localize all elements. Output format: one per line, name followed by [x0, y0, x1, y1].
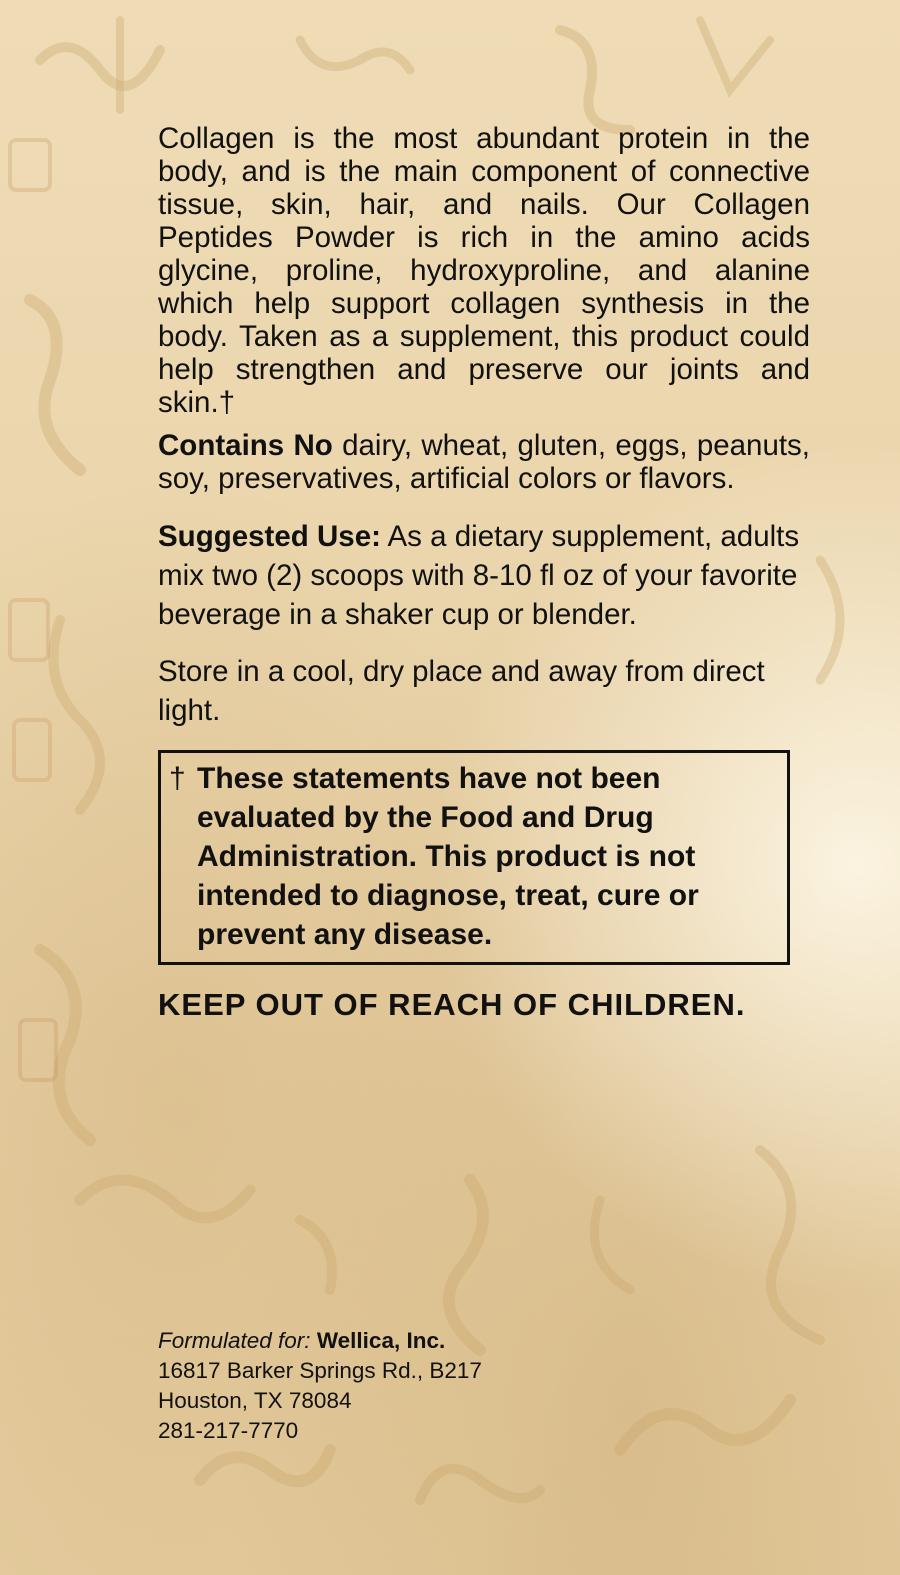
- fda-disclaimer-text: These statements have not been evaluated by the Food and Drug Administration. This product is not intended to diagnose, treat, cure or prevent any disease.: [197, 762, 699, 951]
- dagger-symbol: †: [169, 762, 186, 795]
- manufacturer-footer: [158, 1326, 482, 1446]
- address-line-1: 16817 Barker Springs Rd., B217: [158, 1358, 482, 1383]
- contains-no-label: Contains No: [158, 429, 333, 462]
- fda-disclaimer-box: [158, 750, 790, 965]
- label-content: [158, 122, 810, 1024]
- intro-paragraph: Collagen is the most abundant protein in the body, and is the main component of connective tissue, skin, hair, and nails. Our Collagen Peptides Powder is rich in the amino acids glycine, proline, hydroxyproline, and alanine which help support collagen synthesis in the body. Taken as a supplement, this product could help strengthen and preserve our joints and skin.†: [158, 122, 810, 419]
- formulated-for-line: [158, 1326, 482, 1356]
- address-line-2: Houston, TX 78084: [158, 1388, 352, 1413]
- contains-no-text: dairy, wheat, gluten, eggs, peanuts, soy, preservatives, artificial colors or flavors.: [158, 429, 810, 495]
- formulated-for-label: Formulated for:: [158, 1328, 311, 1353]
- suggested-use-label: Suggested Use:: [158, 520, 381, 553]
- company-name: Wellica, Inc.: [316, 1328, 446, 1353]
- suggested-use-paragraph: [158, 517, 810, 634]
- children-warning: KEEP OUT OF REACH OF CHILDREN.: [158, 987, 746, 1022]
- suggested-use-text: As a dietary supplement, adults mix two (2) scoops with 8-10 fl oz of your favorite beverage in a shaker cup or blender.: [158, 520, 800, 631]
- storage-paragraph: Store in a cool, dry place and away from direct light.: [158, 655, 765, 727]
- phone-number: 281-217-7770: [158, 1418, 299, 1443]
- contains-no-paragraph: [158, 429, 810, 495]
